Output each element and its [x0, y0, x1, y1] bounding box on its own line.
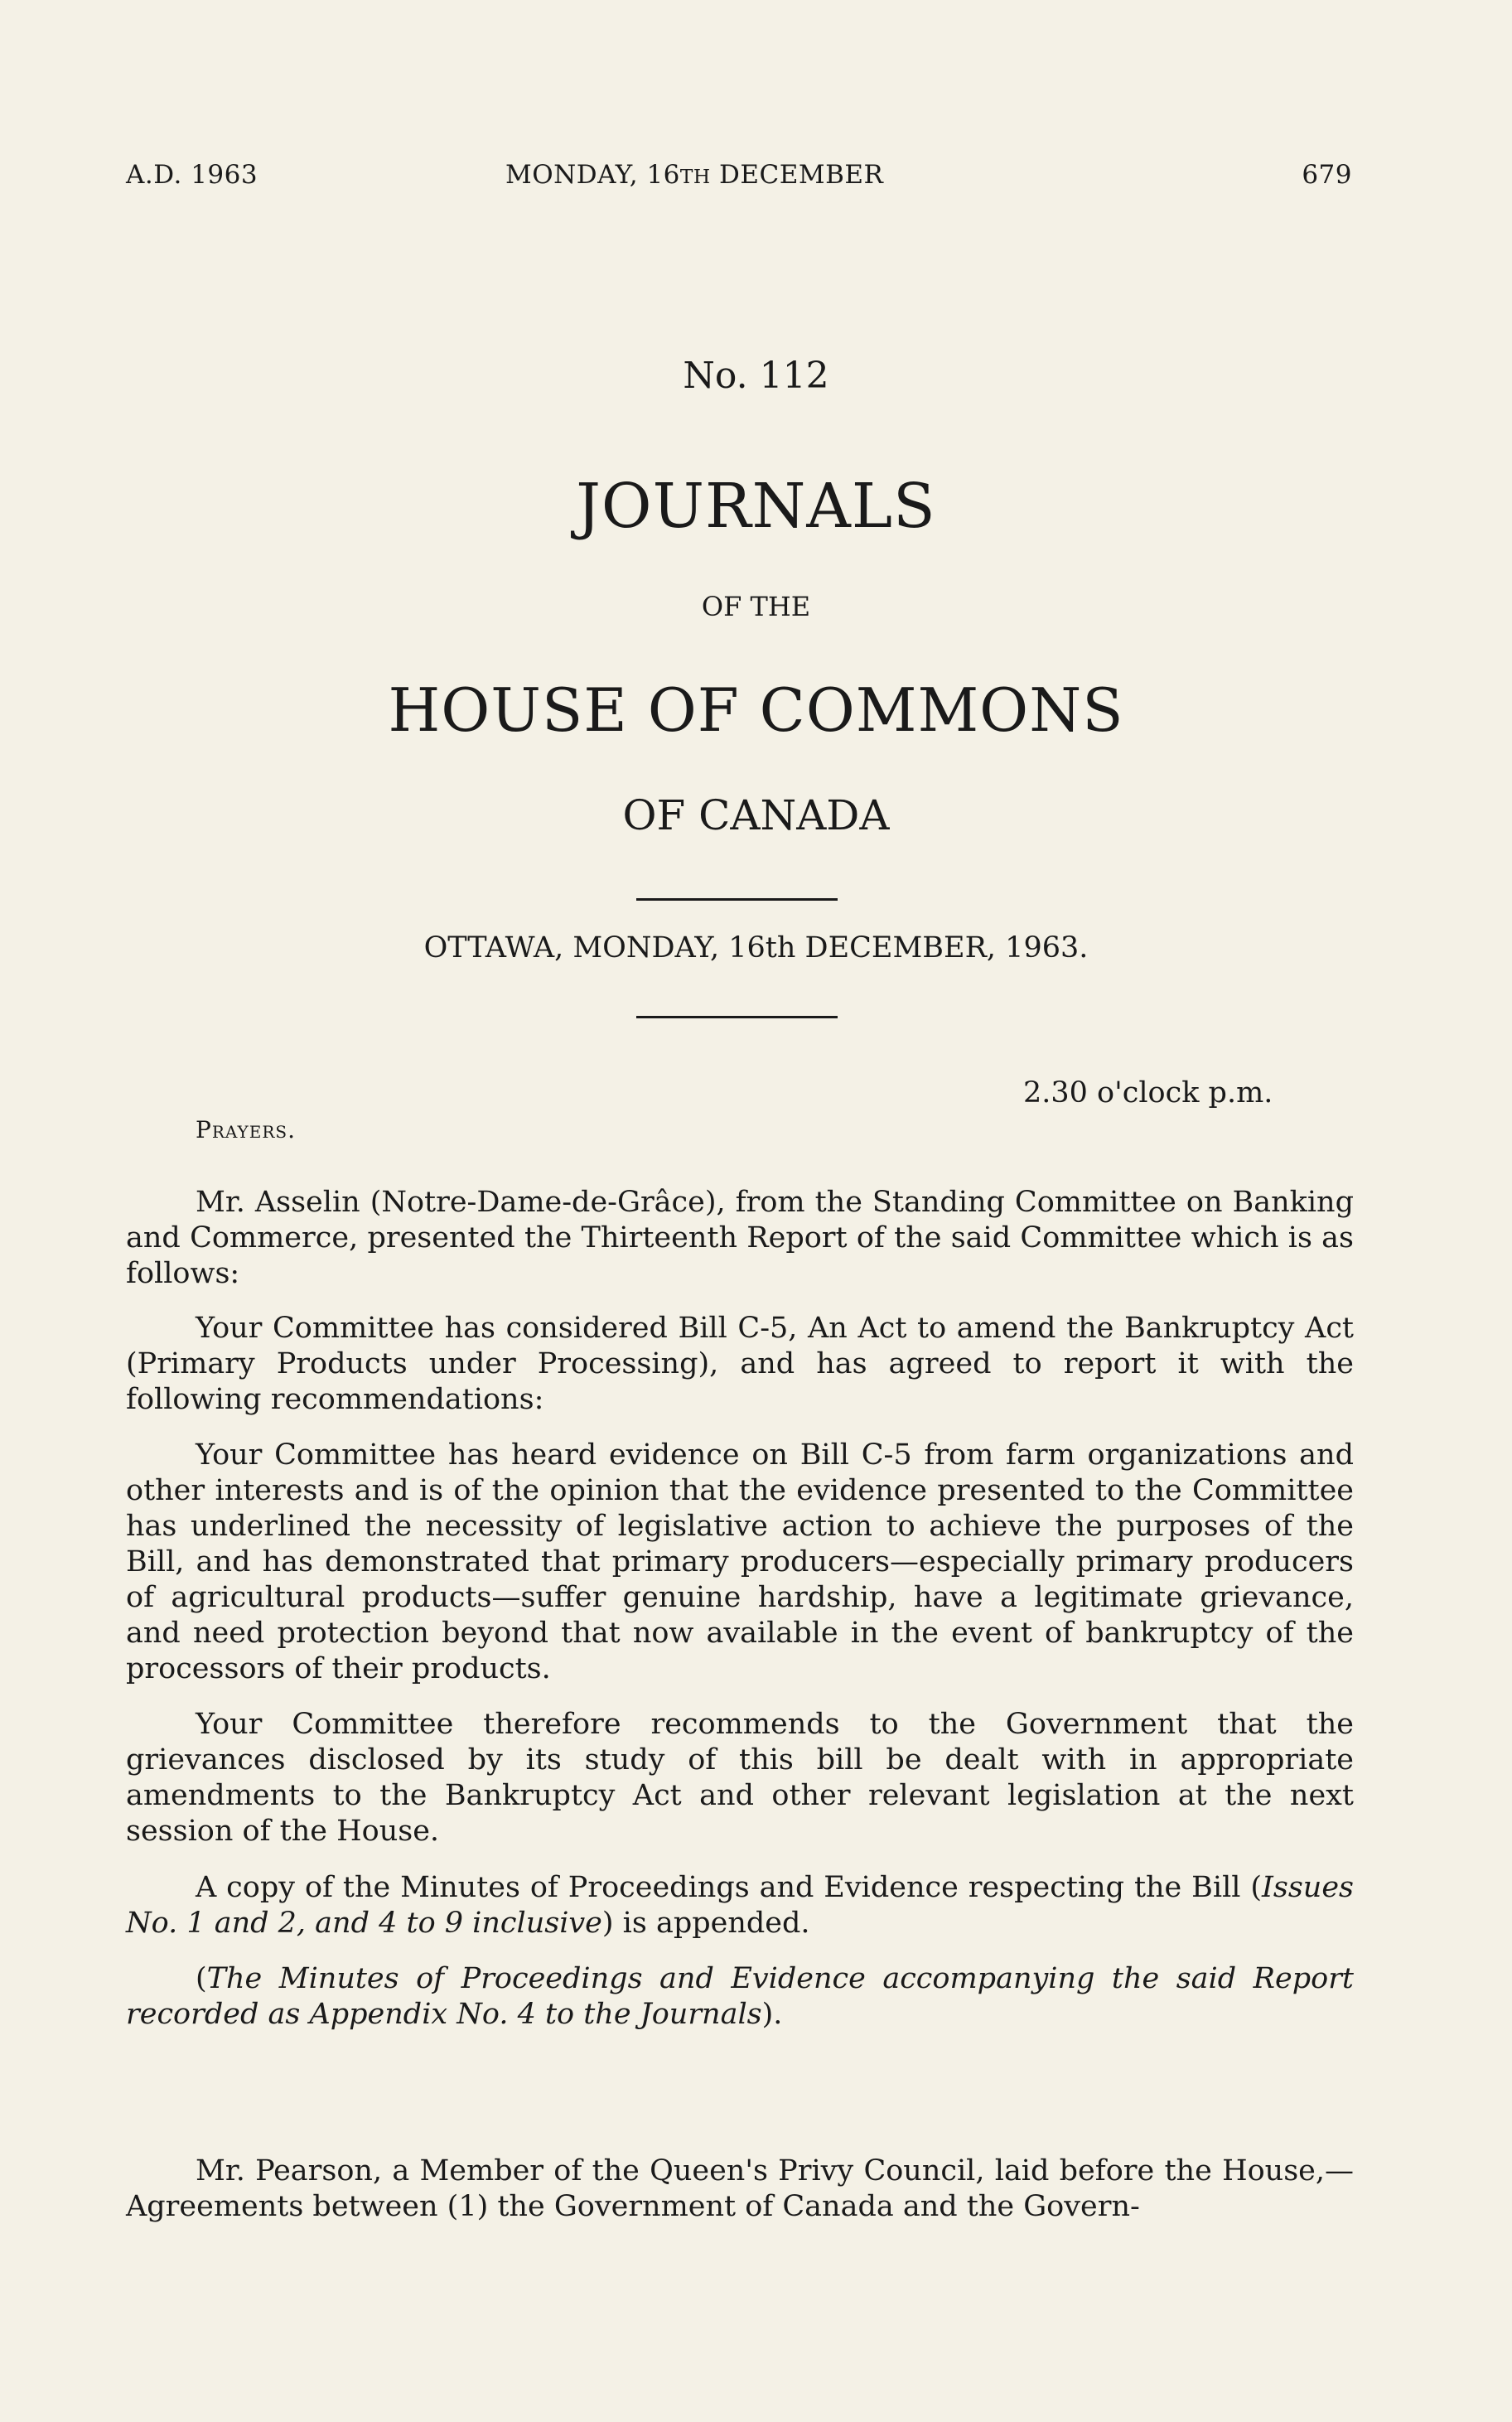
paragraph-recommendation: [126, 1707, 1354, 1849]
paragraph-text: Mr. Asselin (Notre-Dame-de-Grâce), from the Standing Committee on Banking and Commerce, presented the Thirteenth Report of the said Committee which is as follows:: [126, 1186, 1354, 1290]
paragraph-text: [126, 1961, 1354, 2033]
text-run: ).: [761, 1998, 783, 2031]
title-journals: JOURNALS: [576, 471, 936, 542]
sitting-time: 2.30 o'clock p.m.: [1023, 1076, 1273, 1109]
header-date-suffix: TH: [679, 166, 711, 188]
paragraph-bill-considered: [126, 1311, 1354, 1418]
paragraph-text: Your Committee therefore recommends to the Government that the grievances disclosed by its study of this bill be dealt with in appropriate amendments to the Bankruptcy Act and other relevant legislation at the next session of the House.: [126, 1708, 1354, 1848]
paragraph-evidence: [126, 1438, 1354, 1687]
text-run: ) is appended.: [601, 1907, 810, 1940]
title-house-of-commons: HOUSE OF COMMONS: [388, 675, 1124, 745]
header-date-day: MONDAY, 16: [505, 160, 680, 190]
title-of-canada: OF CANADA: [622, 791, 890, 839]
paragraph-appendix-note: [126, 1961, 1354, 2033]
paragraph-text: Mr. Pearson, a Member of the Queen's Privy Council, laid before the House,—Agreements between (1) the Government of Canada and the Govern-: [126, 2154, 1354, 2223]
header-year: A.D. 1963: [126, 160, 258, 190]
header-date: [505, 160, 883, 190]
paragraph-text: [126, 1870, 1354, 1941]
text-run: A copy of the Minutes of Proceedings and Evidence respecting the Bill (: [196, 1871, 1263, 1904]
text-run-italic: Issues No. 1 and 2, and 4 to 9 inclusive: [126, 1871, 1354, 1940]
prayers-heading: Prayers.: [196, 1116, 296, 1143]
paragraph-minutes-copy: [126, 1870, 1354, 1941]
divider-rule: [636, 1016, 838, 1018]
header-date-month: DECEMBER: [710, 160, 884, 190]
paragraph-text: Your Committee has considered Bill C-5, An Act to amend the Bankruptcy Act (Primary Products under Processing), and has agreed to report it with the following recommendations:: [126, 1312, 1354, 1416]
text-run: (: [196, 1962, 207, 1995]
paragraph-committee-report: [126, 1185, 1354, 1292]
sitting-date: OTTAWA, MONDAY, 16th DECEMBER, 1963.: [423, 931, 1089, 964]
divider-rule: [636, 898, 838, 901]
paragraph-agreements: [126, 2154, 1354, 2225]
text-run-italic: The Minutes of Proceedings and Evidence accompanying the said Report recorded as Appendix No. 4 to the Journals: [126, 1962, 1354, 2031]
issue-number: No. 112: [683, 355, 829, 397]
page-number: 679: [1302, 160, 1352, 190]
paragraph-text: Your Committee has heard evidence on Bill C-5 from farm organizations and other interests and is of the opinion that the evidence presented to the Committee has underlined the necessity of legislative action to achieve the purposes of the Bill, and has demonstrated that primary producers—especially primary producers of agricultural products—suffer genuine hardship, have a legitimate grievance, and need protection beyond that now available in the event of bankruptcy of the processors of their products.: [126, 1438, 1354, 1685]
title-of-the: OF THE: [701, 591, 811, 622]
